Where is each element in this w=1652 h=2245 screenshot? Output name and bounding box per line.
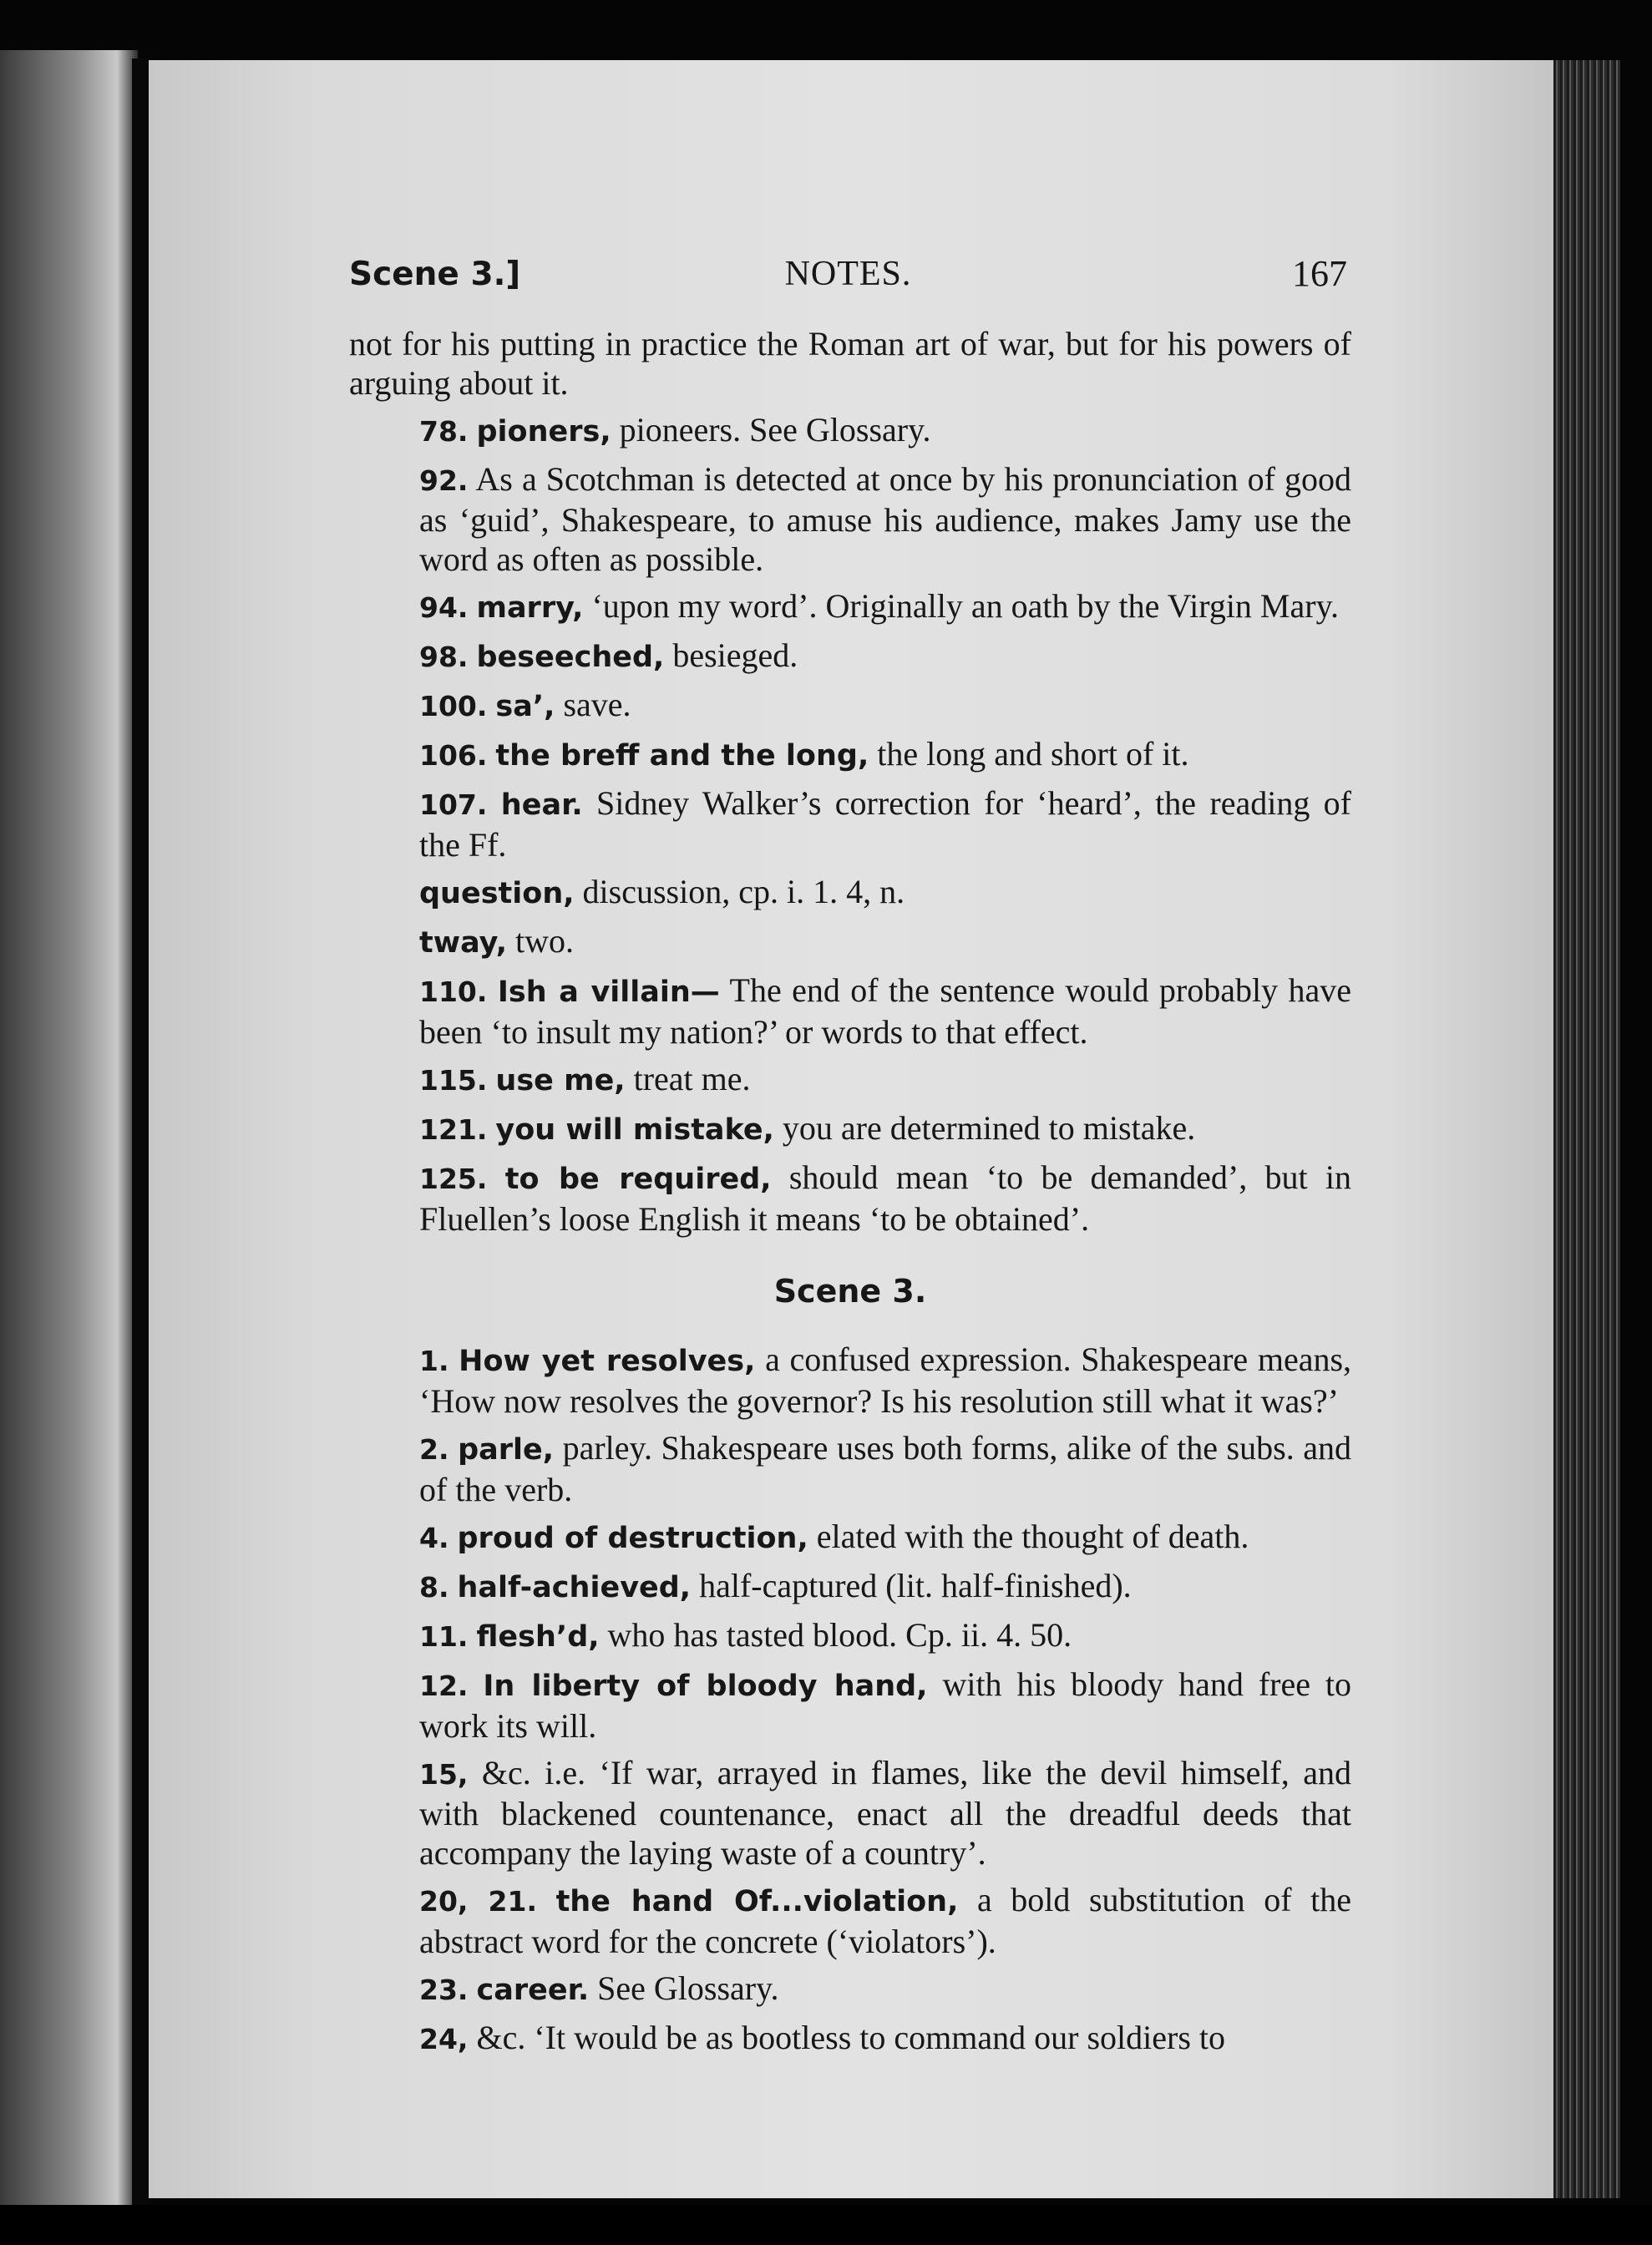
note-entry <box>349 1428 1351 1509</box>
note-continuation: not for his putting in practice the Roman art of war, but for his powers of arguing about it. <box>349 325 1351 402</box>
page-number: 167 <box>1292 253 1347 294</box>
note-gloss: elated with the thought of death. <box>816 1518 1249 1555</box>
note-gloss: with his bloody hand free to work its will. <box>419 1665 1352 1745</box>
note-entry <box>349 410 1351 452</box>
note-gloss: pioneers. See Glossary. <box>619 411 931 448</box>
note-line-number: 125. <box>419 1163 488 1195</box>
note-lemma: to be required, <box>504 1163 772 1196</box>
note-lemma: half-achieved, <box>457 1571 692 1604</box>
note-entry <box>349 2018 1351 2059</box>
note-gloss: parley. Shakespeare uses both forms, alike of the subs. and of the verb. <box>419 1429 1352 1508</box>
note-gloss: who has tasted blood. Cp. ii. 4. 50. <box>607 1616 1072 1654</box>
note-entry <box>349 636 1351 677</box>
note-lemma: you will mistake, <box>495 1113 774 1147</box>
note-lemma: question, <box>419 877 575 910</box>
note-gloss: two. <box>515 922 574 960</box>
note-line-number: 1. <box>419 1345 449 1377</box>
note-lemma: In liberty of bloody hand, <box>483 1670 928 1703</box>
note-gloss: half-captured (lit. half-finished). <box>699 1567 1132 1604</box>
note-lemma: the hand Of...violation, <box>555 1885 959 1918</box>
note-lemma: How yet resolves, <box>459 1345 756 1378</box>
note-gloss: besieged. <box>672 636 798 674</box>
note-lemma: proud of destruction, <box>457 1522 808 1555</box>
facing-page-edge <box>0 50 138 2222</box>
note-lemma: the breff and the long, <box>495 739 869 773</box>
note-entry <box>349 586 1351 628</box>
note-gloss: The end of the sentence would probably have been ‘to insult my nation?’ or words to that effect. <box>419 971 1351 1051</box>
note-lemma: pioners, <box>476 415 611 448</box>
note-entry <box>349 1615 1351 1657</box>
note-line-number: 12. <box>419 1670 469 1702</box>
note-gloss: a confused expression. Shakespeare means, ‘How now resolves the governor? Is his resolution still what it was?’ <box>419 1340 1352 1420</box>
note-gloss: See Glossary. <box>597 1969 779 2007</box>
note-entry <box>349 1340 1351 1421</box>
note-gloss: Sidney Walker’s correction for ‘heard’, the reading of the Ff. <box>419 784 1352 864</box>
note-gloss: As a Scotchman is detected at once by his pronunciation of good as ‘guid’, Shakespeare, to amuse his audience, makes Jamy use the word as often as possible. <box>419 460 1351 578</box>
note-lemma: career. <box>476 1974 590 2007</box>
note-gloss: ‘upon my word’. Originally an oath by the Virgin Mary. <box>591 587 1339 625</box>
note-line-number: 110. <box>419 976 488 1008</box>
note-entry <box>349 1880 1351 1961</box>
note-lemma: use me, <box>495 1064 626 1097</box>
note-gloss: treat me. <box>633 1060 751 1097</box>
note-line-number: 11. <box>419 1620 469 1653</box>
note-entry <box>349 783 1351 864</box>
note-line-number: 94. <box>419 591 469 624</box>
note-entry <box>349 872 1351 914</box>
note-gloss: &c. ‘It would be as bootless to command our soldiers to <box>476 2019 1225 2056</box>
note-line-number: 24, <box>419 2023 469 2055</box>
note-lemma: beseeched, <box>476 641 665 674</box>
note-line-number: 78. <box>419 415 469 448</box>
bottom-shadow <box>0 2205 1652 2245</box>
note-entry <box>349 734 1351 776</box>
note-lemma: marry, <box>476 591 584 625</box>
note-gloss: you are determined to mistake. <box>782 1109 1196 1147</box>
note-entry <box>349 685 1351 727</box>
running-head-title: NOTES. <box>784 255 912 293</box>
note-lemma: sa’, <box>495 690 555 723</box>
note-entry <box>349 1753 1351 1873</box>
note-line-number: 8. <box>419 1571 449 1604</box>
note-entry <box>349 1566 1351 1608</box>
section-heading: Scene 3. <box>773 1273 927 1310</box>
note-gloss: discussion, cp. i. 1. 4, n. <box>582 873 905 910</box>
note-lemma: hear. <box>500 788 583 822</box>
note-gloss: a bold substitution of the abstract word for the concrete (‘violators’). <box>419 1881 1352 1960</box>
note-entry <box>349 459 1351 579</box>
note-entry <box>349 1158 1351 1239</box>
note-entry <box>349 1059 1351 1101</box>
note-line-number: 121. <box>419 1113 488 1146</box>
note-entry <box>349 921 1351 963</box>
note-lemma: Ish a villain— <box>497 976 720 1009</box>
running-head-scene: Scene 3.] <box>349 256 521 293</box>
note-line-number: 20, 21. <box>419 1885 537 1918</box>
note-line-number: 115. <box>419 1064 488 1097</box>
note-gloss: the long and short of it. <box>877 735 1189 773</box>
running-head <box>349 251 1347 301</box>
note-entry <box>349 970 1351 1052</box>
note-gloss: &c. i.e. ‘If war, arrayed in flames, like the devil himself, and with blackened countenance, enact all the dreadful deeds that accompany the laying waste of a country’. <box>419 1754 1352 1872</box>
note-entry <box>349 1969 1351 2010</box>
note-lemma: tway, <box>419 926 507 960</box>
note-entry <box>349 1665 1351 1746</box>
notes-body <box>349 324 1351 2066</box>
note-line-number: 100. <box>419 690 488 722</box>
note-line-number: 92. <box>419 464 469 497</box>
note-line-number: 4. <box>419 1522 449 1554</box>
note-line-number: 23. <box>419 1974 469 2006</box>
note-line-number: 2. <box>419 1433 449 1466</box>
note-gloss: should mean ‘to be demanded’, but in Fluellen’s loose English it means ‘to be obtained’. <box>419 1158 1352 1238</box>
note-gloss: save. <box>563 686 631 723</box>
note-line-number: 107. <box>419 788 488 821</box>
note-entry <box>349 1108 1351 1150</box>
note-entry <box>349 1517 1351 1558</box>
page-stack-edge <box>1553 60 1620 2198</box>
note-lemma: parle, <box>458 1433 555 1467</box>
note-line-number: 98. <box>419 641 469 673</box>
note-line-number: 106. <box>419 739 488 772</box>
note-line-number: 15, <box>419 1758 469 1791</box>
note-lemma: flesh’d, <box>476 1620 600 1654</box>
